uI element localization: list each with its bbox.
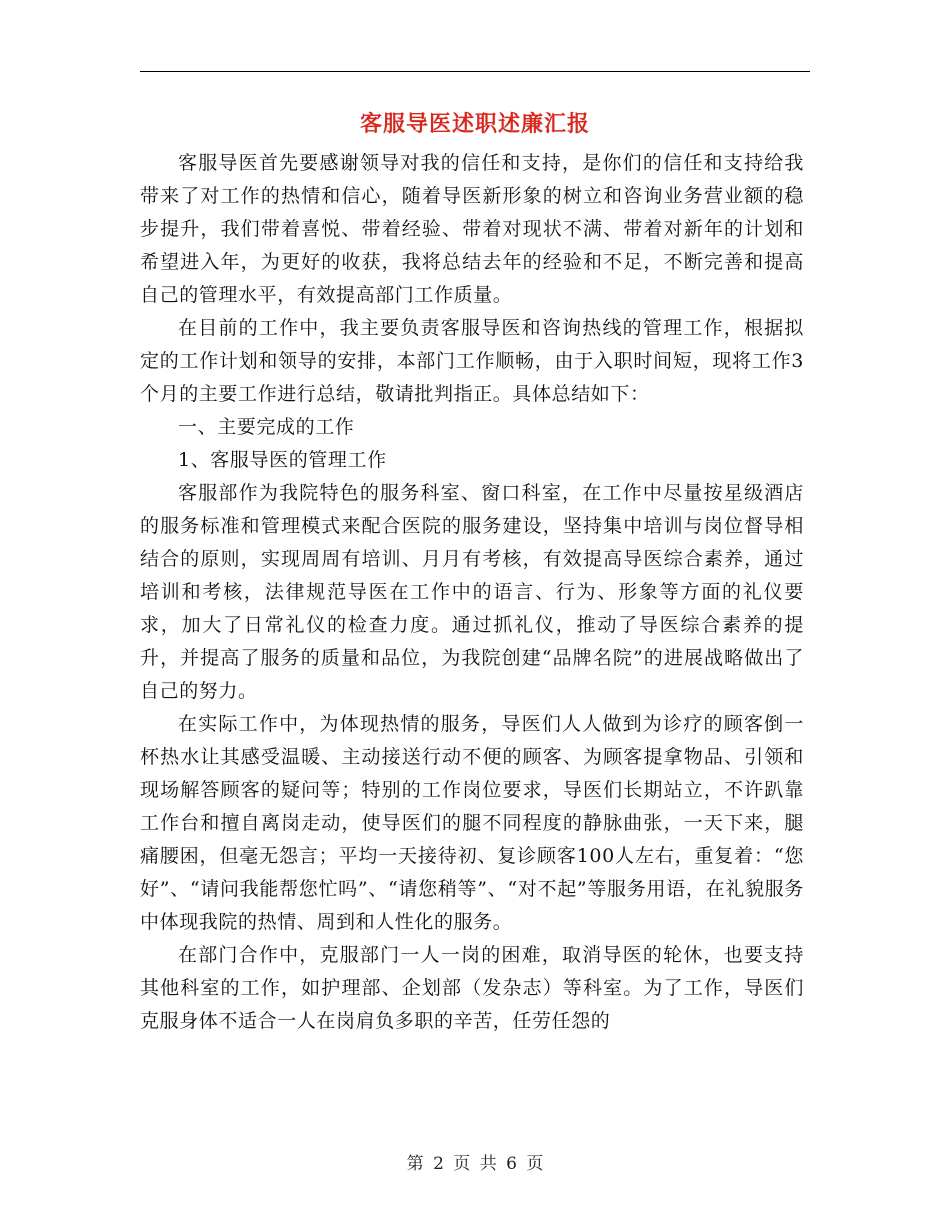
- page-footer: 第 2 页 共 6 页: [406, 1154, 544, 1174]
- document-body: [140, 147, 804, 1038]
- paragraph-intro: 客服导医首先要感谢领导对我的信任和支持，是你们的信任和支持给我带来了对工作的热情和信心，随着导医新形象的树立和咨询业务营业额的稳步提升，我们带着喜悦、带着经验、带着对现状不满、带着对新年的计划和希望进入年，为更好的收获，我将总结去年的经验和不足，不断完善和提高自己的管理水平，有效提高部门工作质量。: [140, 152, 804, 306]
- section-heading: 一、主要完成的工作: [178, 416, 355, 438]
- paragraph-current-work: 在目前的工作中，我主要负责客服导医和咨询热线的管理工作，根据拟定的工作计划和领导的安排，本部门工作顺畅，由于入职时间短，现将工作3个月的主要工作进行总结，敬请批判指正。具体总结如下：: [140, 317, 804, 405]
- paragraph-cooperation: 在部门合作中，克服部门一人一岗的困难，取消导医的轮休，也要支持其他科室的工作，如护理部、企划部（发杂志）等科室。为了工作，导医们克服身体不适合一人在岗肩负多职的辛苦，任劳任怨的: [140, 944, 804, 1032]
- document-title: 客服导医述职述廉汇报: [359, 111, 590, 137]
- paragraph-management: 客服部作为我院特色的服务科室、窗口科室，在工作中尽量按星级酒店的服务标准和管理模式来配合医院的服务建设，坚持集中培训与岗位督导相结合的原则，实现周周有培训、月月有考核，有效提高导医综合素养，通过培训和考核，法律规范导医在工作中的语言、行为、形象等方面的礼仪要求，加大了日常礼仪的检查力度。通过抓礼仪，推动了导医综合素养的提升，并提高了服务的质量和品位，为我院创建“品牌名院”的进展战略做出了自己的努力。: [140, 482, 804, 702]
- header-rule: [140, 71, 810, 72]
- subsection-heading: 1、客服导医的管理工作: [178, 449, 387, 471]
- paragraph-practice: 在实际工作中，为体现热情的服务，导医们人人做到为诊疗的顾客倒一杯热水让其感受温暖、主动接送行动不便的顾客、为顾客提拿物品、引领和现场解答顾客的疑问等；特别的工作岗位要求，导医们长期站立，不许趴靠工作台和擅自离岗走动，使导医们的腿不同程度的静脉曲张，一天下来，腿痛腰困，但毫无怨言；平均一天接待初、复诊顾客100人左右，重复着：“您好”、“请问我能帮您忙吗”、“请您稍等”、“对不起”等服务用语，在礼貌服务中体现我院的热情、周到和人性化的服务。: [140, 713, 804, 933]
